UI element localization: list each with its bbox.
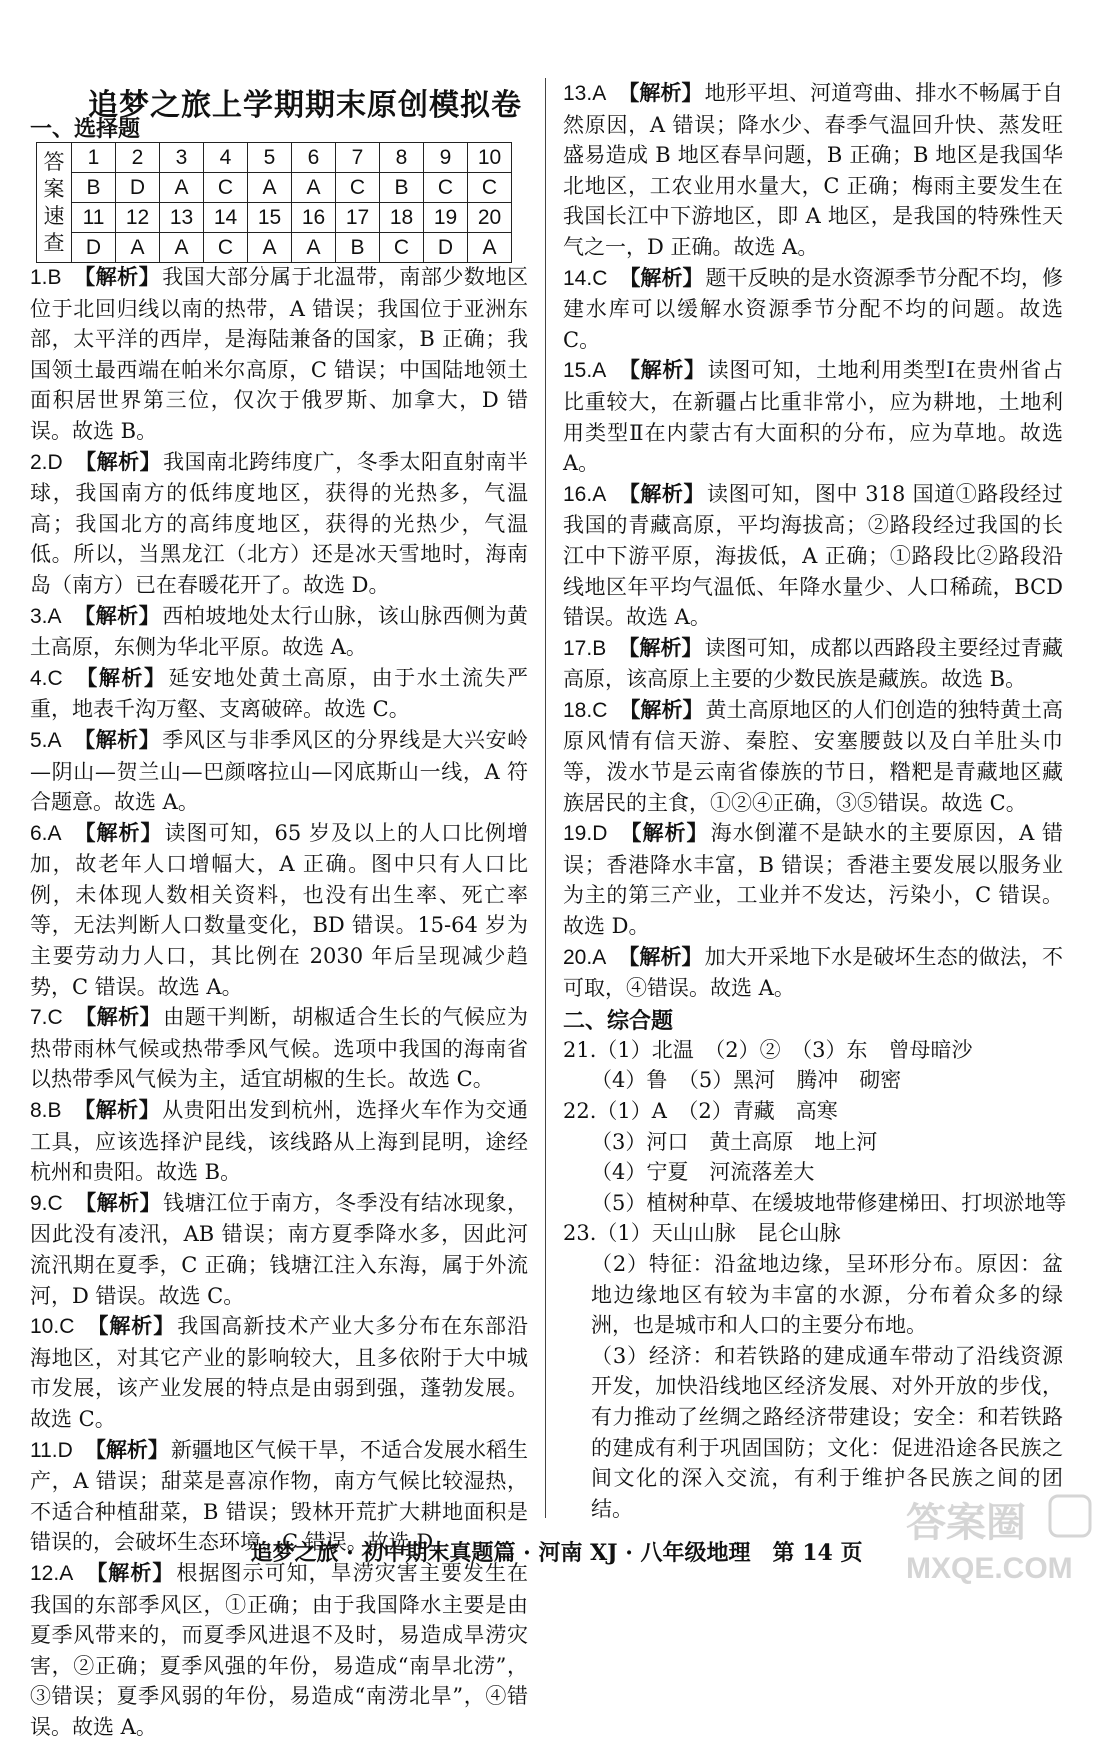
- question-2: 2.D 【解析】我国南北跨纬度广，冬季太阳直射南半球，我国南方的低纬度地区，获得的光热多，气温高；我国北方的高纬度地区，获得的光热少，气温低。所以，当黑龙江（北方）还是冰天雪地时，海南岛（南方）已在春暖花开了。故选 D。: [30, 448, 529, 597]
- right-column-questions: [563, 78, 1067, 1524]
- question-12: 12.A 【解析】根据图示可知，旱涝灾害主要发生在我国的东部季风区，①正确；由于我国降水主要是由夏季风带来的，而夏季风进退不及时，易造成旱涝灾害，②正确；夏季风强的年份，易造成“南旱北涝”，③错误；夏季风弱的年份，易造成“南涝北旱”，④错误。故选 A。: [30, 1559, 529, 1739]
- question-11: 11.D 【解析】新疆地区气候干旱，不适合发展水稻生产，A 错误；甜菜是喜凉作物，南方气候比较湿热，不适合种植甜菜，B 错误；毁林开荒扩大耕地面积是错误的，会破坏生态环境，C 错误。故选 D。: [30, 1436, 529, 1555]
- answer-key-label: 答 案 速 查: [37, 143, 72, 263]
- key-ans: A: [116, 233, 160, 263]
- key-num: 3: [160, 143, 204, 173]
- key-ans: B: [380, 173, 424, 203]
- question-15: 15.A 【解析】读图可知，土地利用类型Ⅰ在贵州省占比重较大，在新疆占比重非常小，应为耕地，土地利用类型Ⅱ在内蒙古有大面积的分布，应为草地。故选 A。: [563, 357, 1063, 476]
- page-title: 追梦之旅上学期期末原创模拟卷: [88, 88, 522, 123]
- key-ans: A: [248, 173, 292, 203]
- key-num: 14: [204, 203, 248, 233]
- key-ans: D: [72, 233, 116, 263]
- answer-21-line-2: （4）鲁 （5）黑河 腾冲 砌密: [591, 1068, 902, 1093]
- section-heading-choice: 一、选择题: [30, 116, 141, 142]
- key-ans: A: [160, 173, 204, 203]
- question-3: 3.A 【解析】西柏坡地处太行山脉，该山脉西侧为黄土高原，东侧为华北平原。故选 A。: [30, 602, 529, 660]
- key-num: 2: [116, 143, 160, 173]
- answer-23-part-2: （2）特征：沿盆地边缘，呈环形分布。原因：盆地边缘地区有较为丰富的水源，分布着众多的绿洲，也是城市和人口的主要分布地。: [591, 1251, 1063, 1338]
- key-ans: C: [204, 233, 248, 263]
- question-8: 8.B 【解析】从贵阳出发到杭州，选择火车作为交通工具，应该选择沪昆线，该线路从上海到昆明，途经杭州和贵阳。故选 B。: [30, 1097, 529, 1185]
- key-num: 19: [424, 203, 468, 233]
- key-num: 4: [204, 143, 248, 173]
- question-10: 10.C 【解析】我国高新技术产业大多分布在东部沿海地区，对其它产业的影响较大，且多依附于大中城市发展，该产业发展的特点是由弱到强，蓬勃发展。故选 C。: [30, 1313, 529, 1431]
- question-19: 19.D 【解析】海水倒灌不是缺水的主要原因，A 错误；香港降水丰富，B 错误；香港主要发展以服务业为主的第三产业，工业并不发达，污染小，C 错误。故选 D。: [563, 820, 1063, 939]
- key-ans: D: [116, 173, 160, 203]
- question-20: 20.A 【解析】加大开采地下水是破坏生态的做法，不可取，④错误。故选 A。: [563, 943, 1064, 1001]
- answer-22-line-2: （3）河口 黄土高原 地上河: [591, 1129, 878, 1154]
- key-num: 8: [380, 143, 424, 173]
- key-num: 18: [380, 203, 424, 233]
- key-ans: C: [468, 173, 512, 203]
- answer-22-line-1: 22.（1）A （2）青藏 高寒: [563, 1099, 838, 1123]
- key-num: 6: [292, 143, 336, 173]
- key-num: 11: [72, 203, 116, 233]
- key-ans: A: [468, 233, 512, 263]
- question-16: 16.A 【解析】读图可知，图中 318 国道①路段经过我国的青藏高原，平均海拔高；②路段经过我国的长江中下游平原，海拔低，A 正确；①路段比②路段沿线地区年平均气温低、年降水量少、人口稀疏，BCD 错误。故选 A。: [563, 480, 1063, 630]
- key-num: 5: [248, 143, 292, 173]
- key-ans: A: [292, 233, 336, 263]
- page-footer: 追梦之旅 · 初中期末真题篇 · 河南 XJ · 八年级地理 第 14 页: [250, 1540, 863, 1566]
- svg-text:MXQE.COM: MXQE.COM: [906, 1552, 1073, 1585]
- key-ans: C: [424, 173, 468, 203]
- question-17: 17.B 【解析】读图可知，成都以西路段主要经过青藏高原，该高原上主要的少数民族是藏族。故选 B。: [563, 634, 1064, 692]
- left-column-questions: [30, 262, 528, 1743]
- answer-23-line-1: 23.（1）天山山脉 昆仑山脉: [563, 1221, 841, 1246]
- key-num: 17: [336, 203, 380, 233]
- question-13: 13.A 【解析】地形平坦、河道弯曲、排水不畅属于自然原因，A 错误；降水少、春季气温回升快、蒸发旺盛易造成 B 地区春旱问题，B 正确；B 地区是我国华北地区，工农业用水量大，C 正确；梅雨主要发生在我国长江中下游地区，即 A 地区，是我国的特殊性天气之一，D 正确。故选 A。: [563, 80, 1064, 259]
- key-num: 7: [336, 143, 380, 173]
- key-num: 20: [468, 203, 512, 233]
- question-6: 6.A 【解析】读图可知，65 岁及以上的人口比例增加，故老年人口增幅大，A 正确。图中只有人口比例，未体现人数相关资料，也没有出生率、死亡率等，无法判断人口数量变化，BD 错误。15-64 岁为主要劳动力人口，其比例在 2030 年后呈现减少趋势，C 错误。故选 A。: [30, 819, 528, 999]
- answer-23-part-3: （3）经济：和若铁路的建成通车带动了沿线资源开发，加快沿线地区经济发展、对外开放的步伐，有力推动了丝绸之路经济带建设；安全：和若铁路的建成有利于巩固国防；文化：促进沿途各民族之间文化的深入交流，有利于维护各民族之间的团结。: [591, 1343, 1063, 1521]
- answer-22-line-3: （4）宁夏 河流落差大: [591, 1160, 815, 1185]
- question-18: 18.C 【解析】黄土高原地区的人们创造的独特黄土高原风情有信天游、秦腔、安塞腰鼓以及白羊肚头巾等，泼水节是云南省傣族的节日，糌粑是青藏地区藏族居民的主食，①②④正确，③⑤错误。故选 C。: [563, 696, 1064, 815]
- watermark-logo: [900, 1492, 1095, 1587]
- question-9: 9.C 【解析】钱塘江位于南方，冬季没有结冰现象，因此没有凌汛，AB 错误；南方夏季降水多，因此河流汛期在夏季，C 正确；钱塘江注入东海，属于外流河，D 错误。故选 C。: [30, 1189, 529, 1308]
- key-num: 16: [292, 203, 336, 233]
- key-num: 13: [160, 203, 204, 233]
- key-ans: D: [424, 233, 468, 263]
- question-7: 7.C 【解析】由题干判断，胡椒适合生长的气候应为热带雨林气候或热带季风气候。选项中我国的海南省以热带季风气候为主，适宜胡椒的生长。故选 C。: [30, 1004, 529, 1092]
- answer-21-line-1: 21.（1）北温 （2）② （3）东 曾母暗沙: [563, 1037, 973, 1062]
- svg-text:答案圈: 答案圈: [906, 1500, 1026, 1546]
- key-ans: C: [380, 233, 424, 263]
- key-ans: A: [160, 233, 204, 263]
- key-num: 1: [72, 143, 116, 173]
- answer-key-table: [36, 142, 512, 263]
- key-num: 12: [116, 203, 160, 233]
- key-ans: A: [248, 233, 292, 263]
- question-14: 14.C 【解析】题干反映的是水资源季节分配不均，修建水库可以缓解水资源季节分配不均的问题。故选 C。: [563, 264, 1064, 352]
- question-5: 5.A 【解析】季风区与非季风区的分界线是大兴安岭—阴山—贺兰山—巴颜喀拉山—冈底斯山一线，A 符合题意。故选 A。: [30, 726, 529, 815]
- key-num: 10: [468, 143, 512, 173]
- key-ans: B: [72, 173, 116, 203]
- section-heading-comprehensive: 二、综合题: [563, 1007, 674, 1034]
- question-1: 1.B 【解析】我国大部分属于北温带，南部少数地区位于北回归线以南的热带，A 错误；我国位于亚洲东部，太平洋的西岸，是海陆兼备的国家，B 正确；我国领土最西端在帕米尔高原，C 错误；中国陆地领土面积居世界第三位，仅次于俄罗斯、加拿大，D 错误。故选 B。: [30, 264, 529, 443]
- key-num: 15: [248, 203, 292, 233]
- key-ans: B: [336, 233, 380, 263]
- key-ans: C: [204, 173, 248, 203]
- column-divider: [545, 78, 546, 1518]
- question-4: 4.C 【解析】延安地处黄土高原，由于水土流失严重，地表千沟万壑、支离破碎。故选 C。: [30, 664, 528, 722]
- key-num: 9: [424, 143, 468, 173]
- key-ans: C: [336, 173, 380, 203]
- answer-22-line-4: （5）植树种草、在缓坡地带修建梯田、打坝淤地等: [591, 1190, 1067, 1215]
- key-ans: A: [292, 173, 336, 203]
